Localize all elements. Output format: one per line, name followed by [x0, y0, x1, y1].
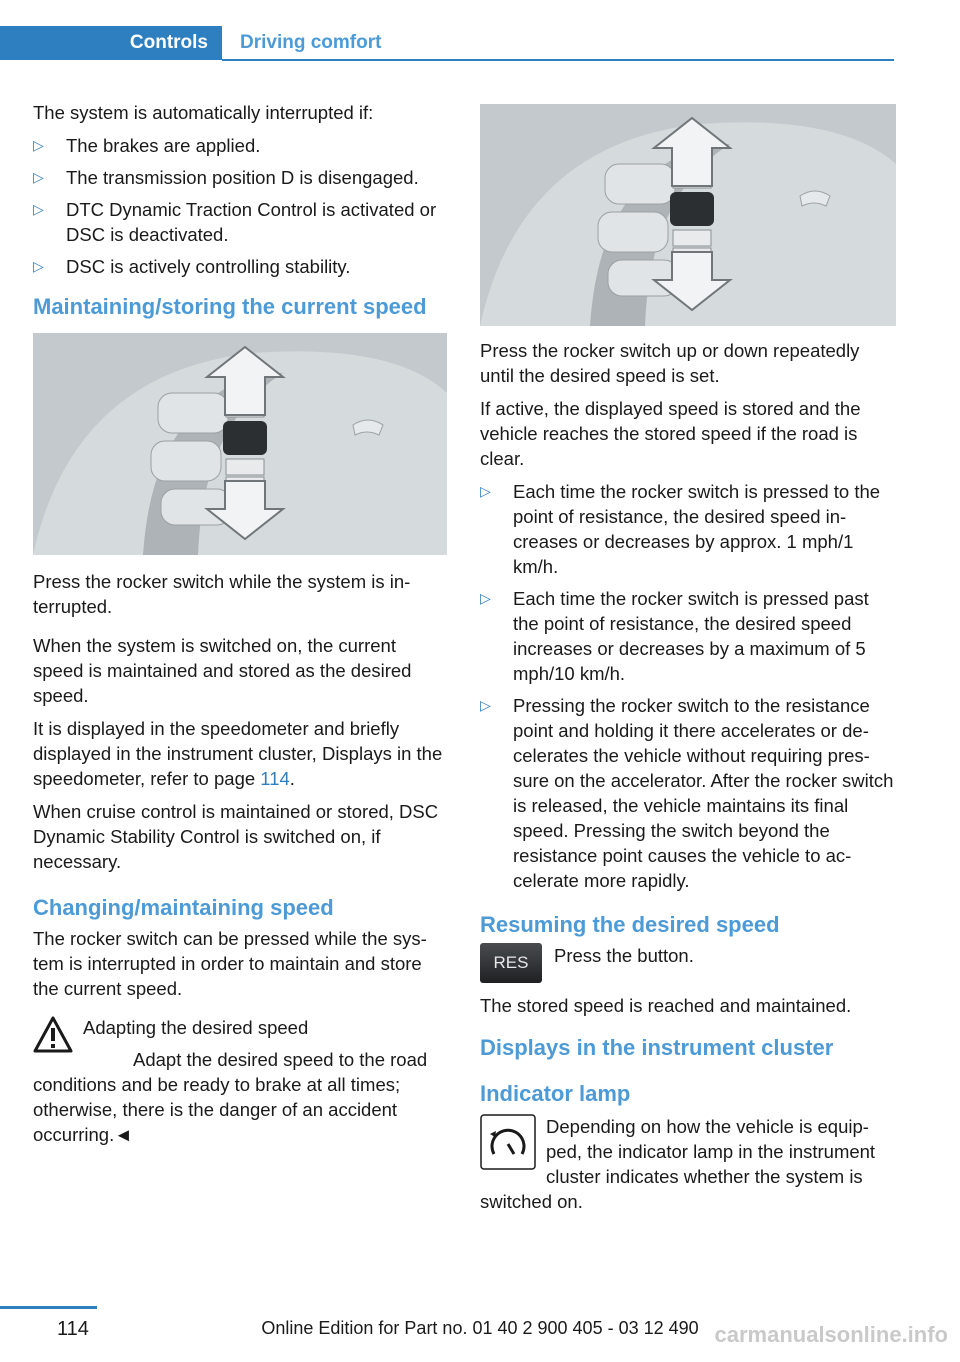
bullet-triangle-icon: ▷ [33, 201, 44, 217]
page-number: 114 [57, 1318, 89, 1340]
steering-wheel-rocker-photo [480, 104, 896, 326]
warning-title: Adapting the desired speed [83, 1017, 309, 1038]
heading-displays: Displays in the instrument cluster [480, 1035, 834, 1060]
intro-text: The system is automatically interrupted if: [33, 102, 374, 123]
tab-driving-comfort[interactable]: Driving comfort [240, 32, 382, 53]
list-item: ▷ Each time the rocker switch is pressed past the point of resistance, the desired speed increases or decreases by a maximum of 5 mph/10 km/h. [480, 588, 869, 684]
paragraph: When the system is switched on, the current speed is maintained and stored as the desired speed. [33, 635, 412, 706]
res-row [480, 943, 896, 983]
indicator-text: Depending on how the vehicle is equipped, the indicator lamp in the instrument cluster indicates whether the system is switched on. [480, 1116, 876, 1212]
bullet-triangle-icon: ▷ [33, 137, 44, 153]
tab-controls[interactable]: Controls [0, 26, 222, 60]
paragraph: The rocker switch can be pressed while the system is interrupted in order to maintain and store the current speed. [33, 928, 427, 999]
res-button: RES [480, 943, 542, 983]
indicator-row [480, 1114, 896, 1214]
left-column [33, 100, 447, 1147]
list-item: ▷ Each time the rocker switch is pressed to the point of resistance, the desired speed increases or decreases by approx. 1 mph/1 km/h. [480, 481, 881, 577]
warning-triangle-icon [33, 1015, 73, 1055]
cruise-control-indicator-icon [480, 1114, 536, 1170]
paragraph: Press the button. [554, 945, 694, 966]
edition-text: Online Edition for Part no. 01 40 2 900 405 - 03 12 490 [261, 1318, 699, 1338]
heading-indicator-lamp: Indicator lamp [480, 1081, 631, 1106]
list-item: ▷ DTC Dynamic Traction Control is activated or DSC is deactivated. [33, 199, 437, 245]
heading-maintaining-speed: Maintaining/storing the current speed [33, 294, 427, 319]
paragraph: When cruise control is maintained or stored, DSC Dynamic Stability Control is switched on, if necessary. [33, 801, 439, 872]
paragraph: The stored speed is reached and maintained. [480, 995, 852, 1016]
warning-text: Adapt the desired speed to the road conditions and be ready to brake at all times; otherwise, there is the danger of an accident occurring.◄ [33, 1049, 428, 1145]
paragraph: Press the rocker switch up or down repeatedly until the desired speed is set. [480, 340, 860, 386]
steering-wheel-rocker-photo [33, 333, 447, 555]
footer-rule [0, 1306, 97, 1309]
header-tabs [0, 26, 894, 60]
bullet-triangle-icon: ▷ [480, 590, 491, 606]
list-item: ▷ The transmission position D is disengaged. [33, 167, 419, 188]
right-column [480, 104, 896, 1214]
header-rule [222, 59, 894, 61]
heading-changing-speed: Changing/maintaining speed [33, 895, 334, 920]
paragraph: Press the rocker switch while the system is interrupted. [33, 571, 411, 617]
bullet-triangle-icon: ▷ [33, 169, 44, 185]
paragraph: If active, the displayed speed is stored and the vehicle reaches the stored speed if the road is clear. [480, 398, 861, 469]
paragraph: It is displayed in the speedometer and briefly displayed in the instrument cluster, Displays in the speedometer, refer to page 114. [33, 718, 443, 789]
list-item: ▷ DSC is actively controlling stability. [33, 256, 351, 277]
page-link[interactable]: 114 [260, 768, 290, 789]
list-item: ▷ The brakes are applied. [33, 135, 261, 156]
bullet-triangle-icon: ▷ [480, 483, 491, 499]
bullet-triangle-icon: ▷ [480, 697, 491, 713]
heading-resuming-speed: Resuming the desired speed [480, 912, 780, 937]
list-item: ▷ Pressing the rocker switch to the resistance point and holding it there accelerates or decelerates the vehicle without requiring pressure on the accelerator. After the rocker switch is released, the vehicle maintains its final speed. Pressing the switch beyond the resistance point causes the vehicle to accelerate more rapidly. [480, 695, 894, 891]
bullet-triangle-icon: ▷ [33, 258, 44, 274]
warning-box [33, 1015, 447, 1147]
watermark: carmanualsonline.info [714, 1322, 948, 1347]
